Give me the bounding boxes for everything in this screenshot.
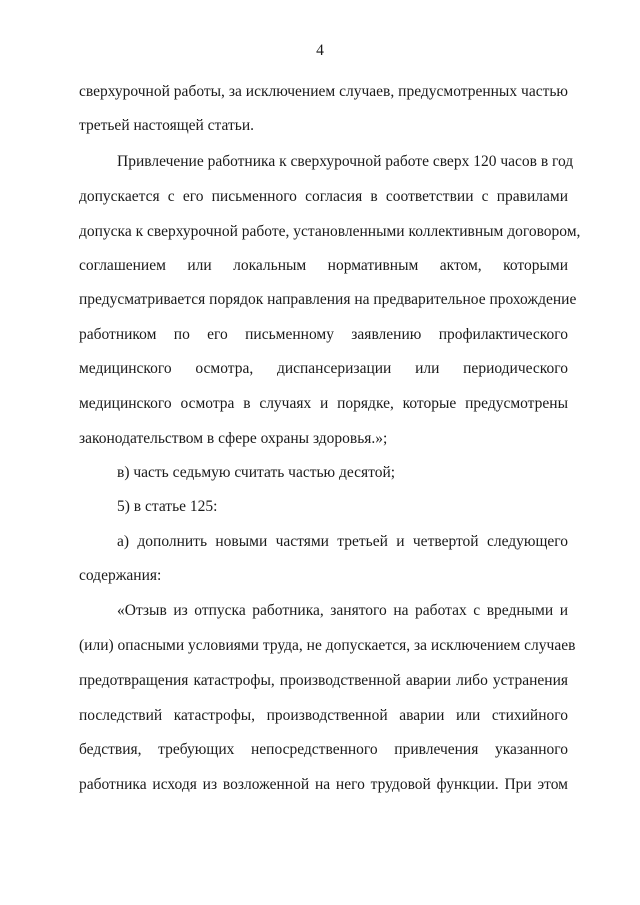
text-line: медицинского осмотра в случаях и порядке, которые предусмотрены <box>79 395 568 412</box>
text-line: сверхурочной работы, за исключением случаев, предусмотренных частью <box>79 83 568 100</box>
text-line: соглашением или локальным нормативным актом, которыми <box>79 257 568 274</box>
text-line: последствий катастрофы, производственной аварии или стихийного <box>79 707 568 724</box>
text-line: работника исходя из возложенной на него трудовой функции. При этом <box>79 776 568 793</box>
text-line: законодательством в сфере охраны здоровья.»; <box>79 430 388 447</box>
text-line: третьей настоящей статьи. <box>79 117 255 134</box>
text-line: Привлечение работника к сверхурочной работе сверх 120 часов в год <box>117 153 574 170</box>
text-line: «Отзыв из отпуска работника, занятого на работах с вредными и <box>117 602 568 619</box>
text-line: работником по его письменному заявлению профилактического <box>79 326 568 343</box>
text-line: допуска к сверхурочной работе, установленными коллективным договором, <box>79 223 581 240</box>
text-line: а) дополнить новыми частями третьей и четвертой следующего <box>117 533 568 550</box>
text-line: 5) в статье 125: <box>117 498 218 515</box>
text-line: предотвращения катастрофы, производственной аварии либо устранения <box>79 672 568 689</box>
text-line: предусматривается порядок направления на предварительное прохождение <box>79 291 577 308</box>
text-line: допускается с его письменного согласия в соответствии с правилами <box>79 188 568 205</box>
text-line: содержания: <box>79 567 162 584</box>
text-line: в) часть седьмую считать частью десятой; <box>117 464 396 481</box>
text-line: (или) опасными условиями труда, не допускается, за исключением случаев <box>79 637 576 654</box>
page-number: 4 <box>316 42 324 59</box>
text-line: медицинского осмотра, диспансеризации или периодического <box>79 360 568 377</box>
text-line: бедствия, требующих непосредственного привлечения указанного <box>79 741 568 758</box>
